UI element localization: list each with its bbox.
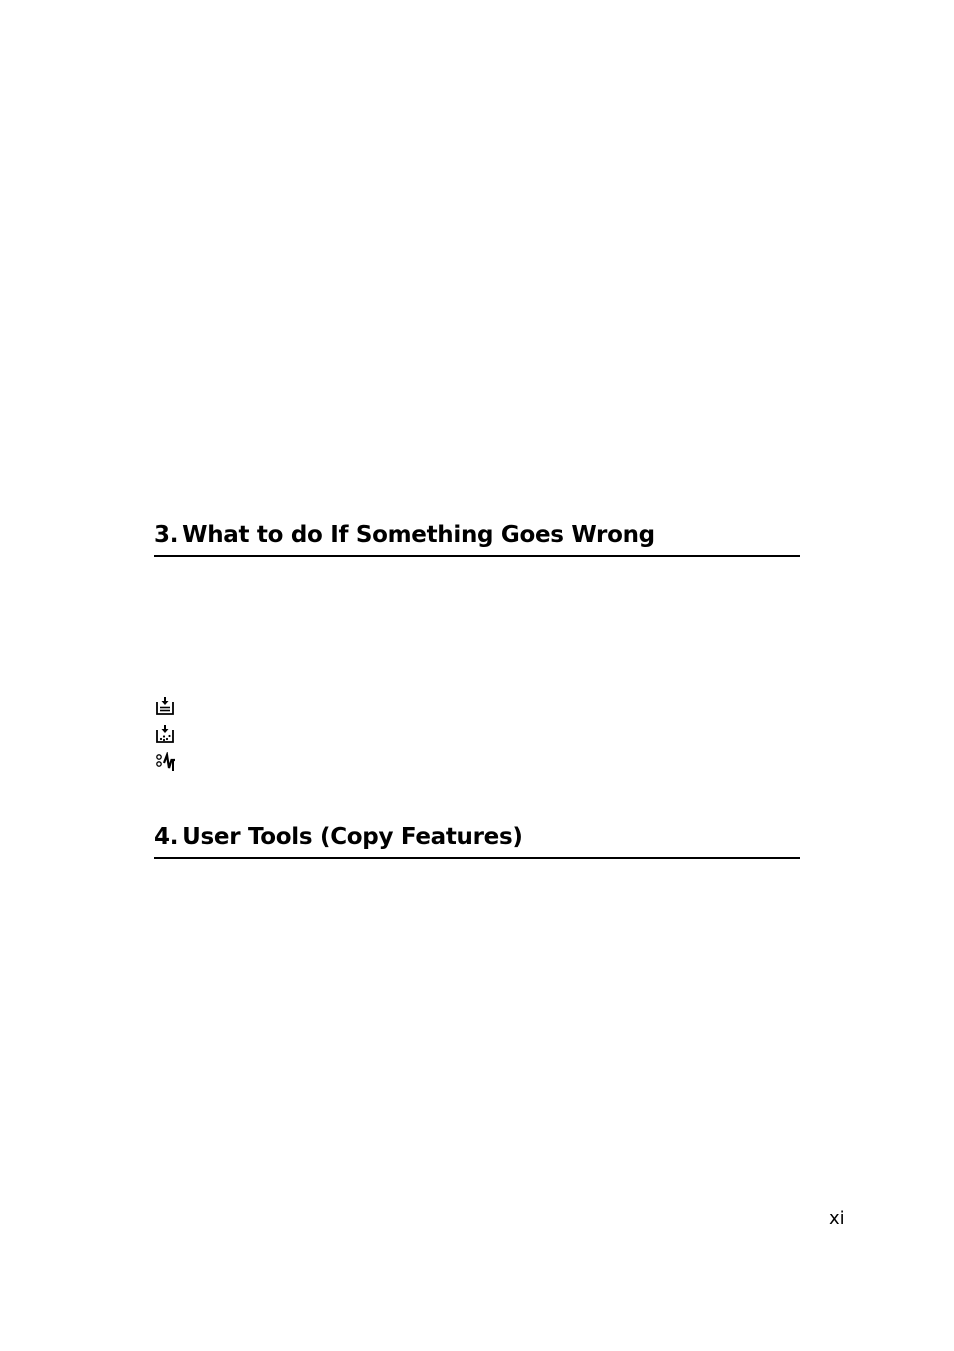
section-title: What to do If Something Goes Wrong	[182, 522, 655, 548]
section-title: User Tools (Copy Features)	[182, 824, 523, 850]
staple-misfeed-icon	[155, 752, 177, 772]
page-number: xi	[829, 1208, 845, 1229]
symbol-row	[155, 748, 185, 776]
toner-add-icon	[155, 724, 175, 744]
section-heading-3	[154, 516, 800, 557]
section-number: 3.	[154, 522, 179, 548]
symbol-list	[155, 692, 185, 776]
section-heading-4	[154, 818, 800, 859]
paper-tray-load-icon	[155, 696, 175, 716]
section-number: 4.	[154, 824, 179, 850]
symbol-row	[155, 720, 185, 748]
symbol-row	[155, 692, 185, 720]
